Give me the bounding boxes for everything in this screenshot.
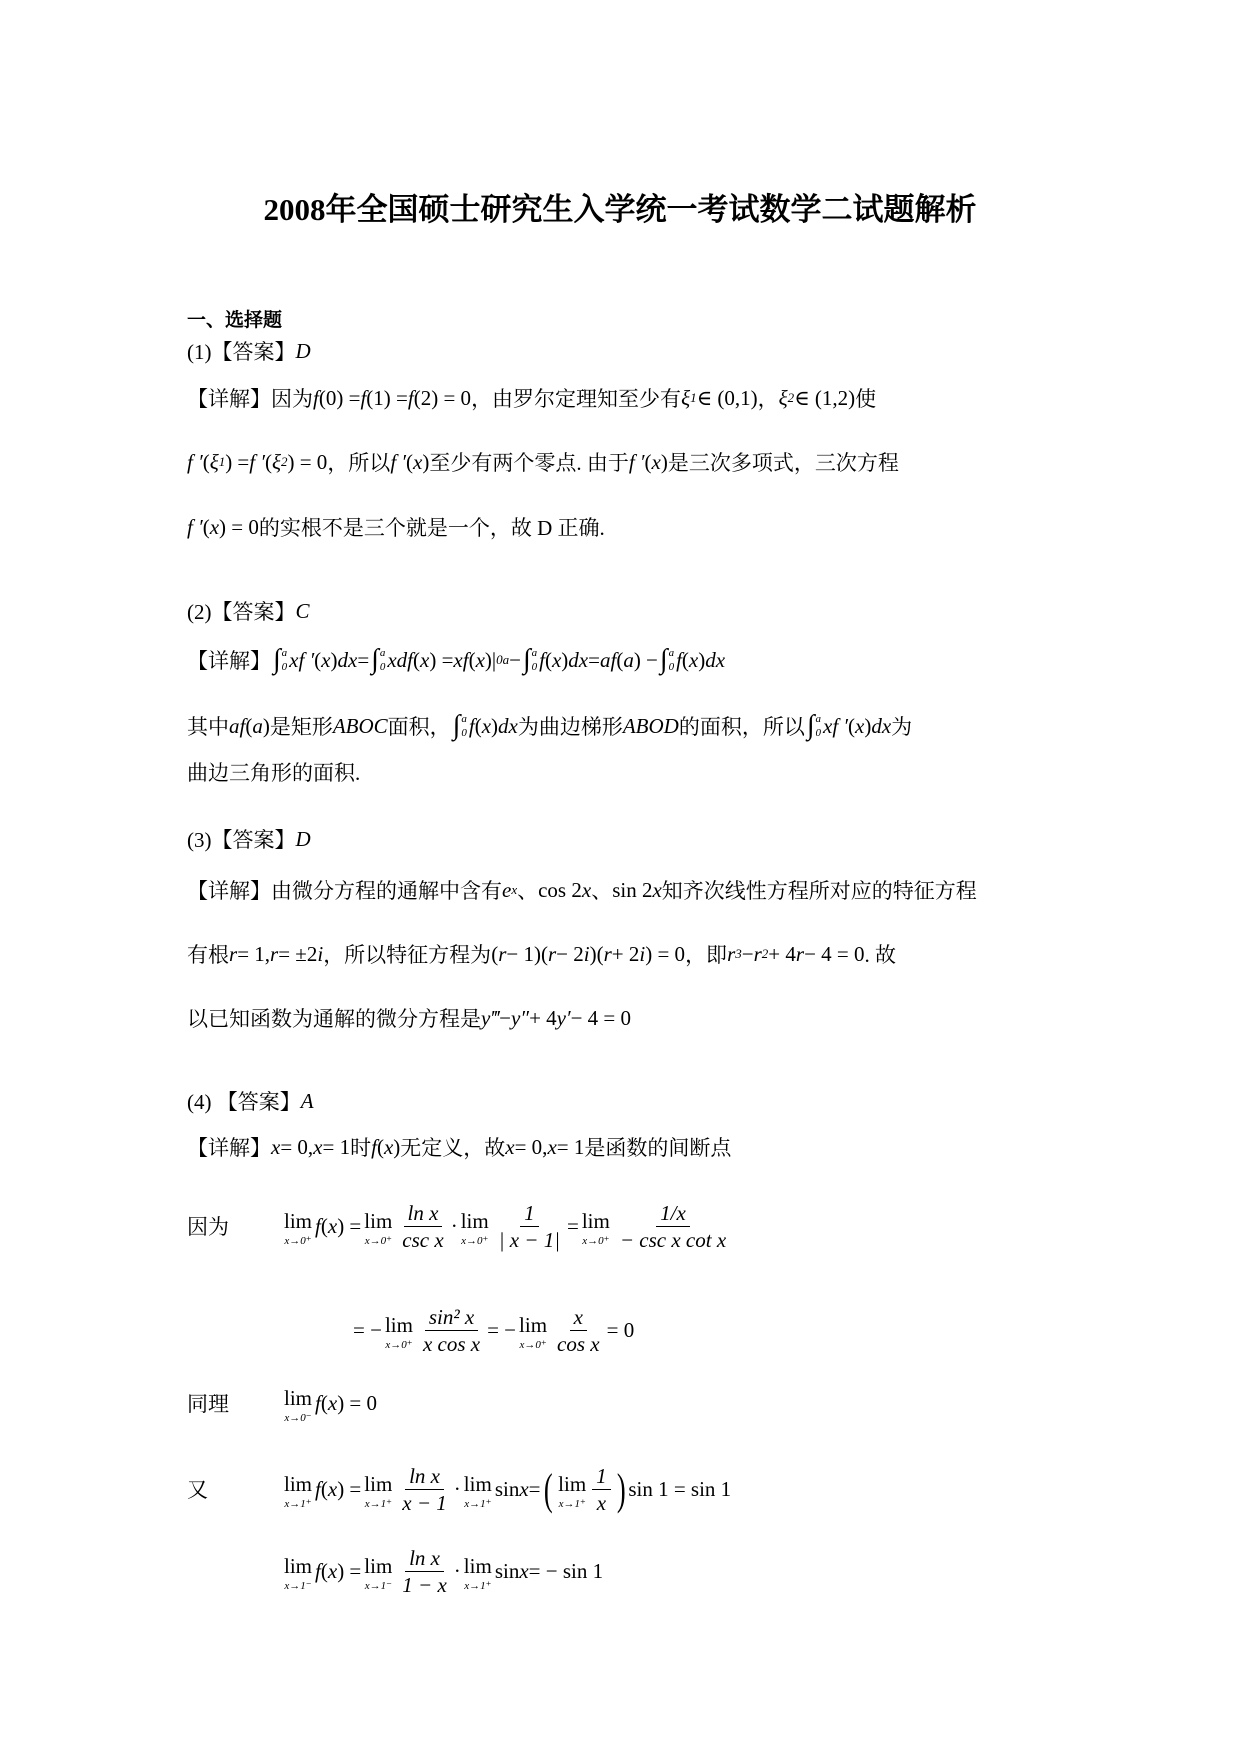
math-symbol: dx	[337, 647, 358, 672]
limit-subscript: x→1⁻	[364, 1580, 392, 1592]
math-text: − 2	[556, 941, 584, 966]
text: (1)【答案】	[187, 340, 296, 364]
math-text: = 1	[322, 1134, 351, 1159]
math-symbol: f ′	[187, 514, 203, 539]
math-symbol: f	[313, 385, 319, 410]
math-symbol: x	[519, 1476, 529, 1501]
integral-sign: ∫ a 0	[522, 644, 538, 675]
upper-limit: a	[531, 647, 538, 659]
superscript: 3	[735, 946, 742, 961]
math-symbol: x	[313, 1134, 323, 1159]
math-symbol: x	[327, 1476, 338, 1501]
text-line	[187, 497, 605, 557]
math-text: (	[406, 449, 413, 474]
text: 【详解】	[187, 649, 271, 673]
limit: lim x→0⁺	[284, 1201, 312, 1251]
math-symbol: x	[481, 713, 492, 738]
math-symbol: af	[229, 713, 246, 738]
math-symbol: y″	[510, 1005, 530, 1030]
math-symbol: ξ	[681, 385, 691, 410]
math-symbol: C	[295, 598, 310, 623]
math-text: (	[474, 713, 482, 738]
limit-subscript: x→1⁺	[364, 1498, 392, 1510]
text: 为	[891, 715, 913, 739]
text: 有根	[187, 943, 229, 967]
math-text: ) = 0	[287, 449, 328, 474]
text: 知齐次线性方程所对应的特征方程	[661, 879, 977, 903]
math-text: ) = 0	[645, 941, 686, 966]
limit: lim x→0⁺	[519, 1305, 547, 1355]
math-text: sin	[494, 1476, 520, 1501]
math-text: )	[393, 1134, 401, 1159]
math-symbol: x	[688, 647, 699, 672]
math-text: )	[422, 449, 430, 474]
math-text: =	[588, 647, 600, 672]
math-symbol: x	[475, 647, 485, 672]
math-symbol: ABOC	[332, 713, 388, 738]
math-symbol: f	[315, 1558, 321, 1583]
limit-subscript: x→0⁺	[385, 1339, 413, 1351]
math-text: = − sin 1	[528, 1558, 604, 1583]
math-symbol: f	[360, 385, 367, 410]
math-symbol: r	[547, 941, 557, 966]
math-text: sin 1 = sin 1	[628, 1476, 732, 1501]
limit: lim x→0⁺	[461, 1201, 489, 1251]
denominator: x cos x	[422, 1331, 481, 1356]
fraction	[398, 1463, 451, 1516]
math-text: )(	[589, 941, 604, 966]
subscript: 1	[690, 390, 697, 405]
math-text: (	[468, 647, 476, 672]
math-symbol: f	[539, 647, 545, 672]
math-symbol: f	[407, 385, 414, 410]
math-symbol: f	[315, 1390, 321, 1415]
denominator: 1 − x	[402, 1572, 447, 1597]
integral-sign: ∫ a 0	[659, 644, 675, 675]
numerator: x	[570, 1304, 587, 1331]
text: 、	[591, 879, 613, 903]
math-text: ·	[453, 1558, 461, 1583]
math-text: )	[561, 647, 569, 672]
limit: lim x→1⁺	[558, 1464, 586, 1514]
upper-limit: a	[815, 713, 822, 725]
text-line	[187, 924, 896, 984]
math-text: sin	[494, 1558, 520, 1583]
text: ，即	[685, 943, 728, 967]
subscript: 0	[496, 652, 503, 667]
lower-limit: 0	[815, 727, 822, 739]
math-symbol: x	[651, 449, 661, 474]
math-text: ) −	[633, 647, 658, 672]
label: 又	[187, 1478, 208, 1502]
text-line	[187, 630, 725, 690]
math-text: = −	[353, 1317, 382, 1342]
math-text: (	[320, 1476, 328, 1501]
math-symbol: x	[519, 1558, 529, 1583]
math-text: )	[660, 449, 668, 474]
limit: lim x→1⁻	[284, 1546, 312, 1596]
math-symbol: xf ′	[823, 713, 849, 738]
math-text: (	[264, 449, 272, 474]
math-symbol: r	[727, 941, 736, 966]
math-text: −	[509, 647, 521, 672]
math-text: )	[698, 647, 706, 672]
limit-subscript: x→1⁺	[558, 1498, 586, 1510]
integral-sign: ∫ a 0	[371, 644, 386, 675]
math-symbol: a	[252, 713, 263, 738]
math-text: + 4	[768, 941, 796, 966]
math-text: ·	[450, 1213, 458, 1238]
math-symbol: r	[498, 941, 507, 966]
text: . 故	[864, 943, 896, 967]
numerator: sin² x	[425, 1304, 478, 1331]
math-text: (	[320, 1213, 328, 1238]
text: 是三次多项式，三次方程	[667, 451, 899, 475]
math-symbol: r	[603, 941, 612, 966]
text: (2)【答案】	[187, 600, 296, 624]
limit: lim x→0⁺	[364, 1201, 392, 1251]
denominator: x	[596, 1490, 607, 1515]
math-symbol: f	[371, 1134, 377, 1159]
math-text: ) =	[429, 647, 454, 672]
text-line	[187, 742, 360, 802]
page-title: 2008年全国硕士研究生入学统一考试数学二试题解析	[263, 192, 977, 227]
denominator: csc x	[402, 1227, 444, 1252]
subscript: 1	[218, 454, 226, 469]
text: 【详解】由微分方程的通解中含有	[187, 879, 502, 903]
math-text: + 4	[529, 1005, 557, 1030]
math-text: = 1,	[237, 941, 271, 966]
math-text: ) =	[337, 1476, 362, 1501]
fraction	[419, 1304, 484, 1357]
math-symbol: ξ	[209, 449, 219, 474]
math-text: )|	[484, 647, 497, 672]
math-text: = 1	[556, 1134, 585, 1159]
math-symbol: f ′	[249, 449, 265, 474]
math-text: ∈ (1,2)	[794, 385, 856, 410]
limit: lim x→0⁺	[582, 1201, 610, 1251]
text-line	[187, 860, 977, 920]
math-symbol: f ′	[390, 449, 406, 474]
math-text: (	[544, 647, 552, 672]
math-symbol: x	[209, 514, 220, 539]
math-text: (	[681, 647, 689, 672]
math-symbol: e	[502, 877, 512, 902]
math-symbol: af	[599, 647, 617, 672]
math-text: ·	[453, 1476, 461, 1501]
numerator: ln x	[404, 1200, 443, 1227]
text: 【详解】因为	[187, 387, 313, 411]
math-text: − 1)(	[506, 941, 548, 966]
integral-sign: ∫ a 0	[806, 710, 822, 741]
math-text: + 2	[611, 941, 640, 966]
math-symbol: dx	[568, 647, 589, 672]
math-symbol: f ′	[628, 449, 645, 474]
subscript: 2	[787, 390, 795, 405]
text: 时	[350, 1136, 372, 1160]
math-text: (	[320, 1390, 328, 1415]
math-text: (	[848, 713, 856, 738]
math-text: −	[741, 941, 754, 966]
math-text: =	[528, 1476, 541, 1501]
math-symbol: x	[855, 713, 865, 738]
math-symbol: x	[413, 449, 423, 474]
math-text: ) = 0	[337, 1390, 378, 1415]
math-text: (2) = 0	[413, 385, 472, 410]
text-line	[187, 432, 899, 492]
fraction	[616, 1200, 730, 1253]
math-symbol: ξ	[271, 449, 281, 474]
math-symbol: x	[547, 1134, 557, 1159]
math-text: (	[314, 647, 322, 672]
math-text: (	[245, 713, 253, 738]
math-text: = −	[487, 1317, 517, 1342]
text: (3)【答案】	[187, 828, 296, 852]
subscript: 2	[280, 454, 288, 469]
fraction	[592, 1463, 611, 1516]
lower-limit: 0	[668, 661, 675, 673]
denominator: x − 1	[402, 1490, 447, 1515]
math-symbol: x	[271, 1134, 281, 1159]
fraction	[495, 1200, 564, 1253]
math-symbol: x	[327, 1213, 338, 1238]
limit-subscript: x→1⁺	[464, 1580, 492, 1592]
math-text: (	[376, 1134, 384, 1159]
limit: lim x→0⁻	[284, 1378, 312, 1428]
math-symbol: r	[795, 941, 805, 966]
text: 无定义，故	[400, 1136, 506, 1160]
math-symbol: f	[676, 647, 682, 672]
limit-subscript: x→0⁻	[284, 1412, 312, 1424]
text: 为曲边梯形	[517, 715, 623, 739]
math-text: )	[330, 647, 338, 672]
math-symbol: dx	[705, 647, 726, 672]
math-symbol: xf	[453, 647, 469, 672]
text: ，	[757, 387, 779, 411]
math-text: ) =	[337, 1213, 362, 1238]
math-text: = 0,	[514, 1134, 548, 1159]
text-line	[187, 1459, 731, 1519]
math-text: −	[499, 1005, 511, 1030]
text: 【详解】	[187, 1136, 271, 1160]
limit: lim x→1⁺	[464, 1546, 492, 1596]
math-text: ) =	[337, 1558, 362, 1583]
limit-subscript: x→0⁺	[364, 1235, 392, 1247]
math-text: (	[616, 647, 624, 672]
math-text: = 0,	[280, 1134, 314, 1159]
upper-limit: a	[379, 647, 386, 659]
math-symbol: x	[581, 877, 592, 902]
math-text: (	[491, 941, 499, 966]
limit: lim x→1⁺	[464, 1464, 492, 1514]
text: (4) 【答案】	[187, 1090, 301, 1114]
math-symbol: dx	[871, 713, 892, 738]
text: 一、选择题	[187, 309, 283, 331]
lower-limit: 0	[461, 727, 467, 739]
math-symbol: y‴	[481, 1005, 500, 1030]
math-symbol: f	[315, 1476, 321, 1501]
fraction	[398, 1545, 451, 1598]
limit-subscript: x→1⁻	[284, 1580, 312, 1592]
math-text: (	[644, 449, 652, 474]
parenthesis: )	[616, 1464, 626, 1514]
math-text: (	[202, 514, 210, 539]
math-text: (0) =	[318, 385, 361, 410]
math-symbol: ABOD	[622, 713, 679, 738]
text-line	[353, 1300, 634, 1360]
superscript: a	[502, 652, 510, 667]
math-symbol: i	[317, 941, 324, 966]
math-text: =	[357, 647, 370, 672]
limit-subscript: x→1⁺	[464, 1498, 492, 1510]
math-symbol: r	[229, 941, 238, 966]
numerator: ln x	[405, 1463, 444, 1490]
text-line	[187, 1117, 731, 1177]
math-symbol: dx	[498, 713, 518, 738]
numerator: 1	[520, 1200, 539, 1227]
lower-limit: 0	[531, 661, 538, 673]
text: 面积，	[387, 715, 451, 739]
upper-limit: a	[281, 647, 288, 659]
text-line	[187, 1373, 377, 1433]
limit: lim x→0⁺	[385, 1305, 413, 1355]
denominator: cos x	[557, 1331, 600, 1356]
label: 同理	[187, 1392, 229, 1416]
numerator: 1	[592, 1463, 611, 1490]
math-symbol: A	[300, 1088, 314, 1113]
limit: lim x→1⁺	[364, 1464, 392, 1514]
text: ，所以	[327, 451, 391, 475]
math-text: =	[567, 1213, 579, 1238]
numerator: ln x	[405, 1545, 444, 1572]
text-line	[187, 988, 631, 1048]
math-symbol: D	[295, 826, 311, 851]
math-text: )	[491, 713, 499, 738]
math-symbol: r	[270, 941, 279, 966]
text: 是函数的间断点	[584, 1136, 732, 1160]
limit: lim x→1⁺	[284, 1464, 312, 1514]
math-symbol: x	[321, 647, 331, 672]
math-symbol: x	[420, 647, 430, 672]
math-symbol: x	[505, 1134, 515, 1159]
limit-subscript: x→0⁺	[582, 1235, 610, 1247]
math-symbol: f ′	[187, 449, 203, 474]
lower-limit: 0	[281, 661, 288, 673]
text-line	[187, 368, 876, 428]
math-symbol: D	[295, 338, 311, 363]
denominator: − csc x cot x	[619, 1227, 727, 1252]
math-symbol: r	[753, 941, 762, 966]
math-symbol: y′	[556, 1005, 571, 1030]
text: 曲边三角形的面积.	[187, 761, 361, 785]
text: 的实根不是三个就是一个，故 D 正确.	[258, 516, 605, 540]
math-text: − 4 = 0	[804, 941, 865, 966]
math-text: (	[320, 1558, 328, 1583]
text: 至少有两个零点. 由于	[429, 451, 629, 475]
math-text: − 4 = 0	[570, 1005, 632, 1030]
label: 因为	[187, 1215, 229, 1239]
math-symbol: x	[327, 1558, 338, 1583]
math-symbol: x	[383, 1134, 394, 1159]
math-symbol: xf ′	[289, 647, 315, 672]
integral-sign: ∫ a 0	[273, 644, 288, 675]
math-text: (	[413, 647, 420, 672]
limit: lim x→1⁻	[364, 1546, 392, 1596]
math-text: ) = 0	[219, 514, 259, 539]
limit-subscript: x→0⁺	[284, 1235, 312, 1247]
math-symbol: f	[468, 713, 475, 738]
lower-limit: 0	[379, 661, 386, 673]
parenthesis: (	[543, 1464, 553, 1514]
math-symbol: x	[652, 877, 662, 902]
math-text: )	[262, 713, 270, 738]
superscript: x	[511, 882, 518, 897]
math-symbol: f	[315, 1213, 321, 1238]
text: 的面积，所以	[678, 715, 805, 739]
math-text: (	[202, 449, 210, 474]
superscript: 2	[761, 946, 769, 961]
numerator: 1/x	[656, 1200, 690, 1227]
math-text: cos 2	[538, 877, 582, 902]
denominator: | x − 1|	[498, 1227, 560, 1252]
limit-subscript: x→0⁺	[519, 1339, 547, 1351]
math-symbol: x	[551, 647, 562, 672]
text: 其中	[187, 715, 229, 739]
math-symbol: i	[639, 941, 646, 966]
math-text: (1) =	[366, 385, 408, 410]
upper-limit: a	[668, 647, 675, 659]
math-symbol: ξ	[778, 385, 788, 410]
math-symbol: a	[623, 647, 634, 672]
math-text: ) =	[225, 449, 250, 474]
text: 是矩形	[269, 715, 333, 739]
integral-sign: ∫ a 0	[452, 710, 467, 741]
text: ，由罗尔定理知至少有	[471, 387, 682, 411]
text: 使	[855, 387, 877, 411]
math-text: )	[864, 713, 872, 738]
math-symbol: xdf	[387, 647, 413, 672]
text-line	[187, 1196, 733, 1256]
math-text: sin 2	[612, 877, 653, 902]
text: 、	[517, 879, 539, 903]
fraction	[553, 1304, 604, 1357]
math-symbol: i	[583, 941, 590, 966]
limit-subscript: x→0⁺	[461, 1235, 489, 1247]
upper-limit: a	[461, 713, 467, 725]
math-symbol: x	[327, 1390, 338, 1415]
text-line	[281, 1541, 603, 1601]
math-text: = 0	[606, 1317, 635, 1342]
limit-subscript: x→1⁺	[284, 1498, 312, 1510]
text: 以已知函数为通解的微分方程是	[187, 1007, 481, 1031]
math-text: ∈ (0,1)	[696, 385, 758, 410]
fraction	[398, 1200, 447, 1253]
text: ，所以特征方程为	[323, 943, 492, 967]
math-text: = ±2	[278, 941, 318, 966]
